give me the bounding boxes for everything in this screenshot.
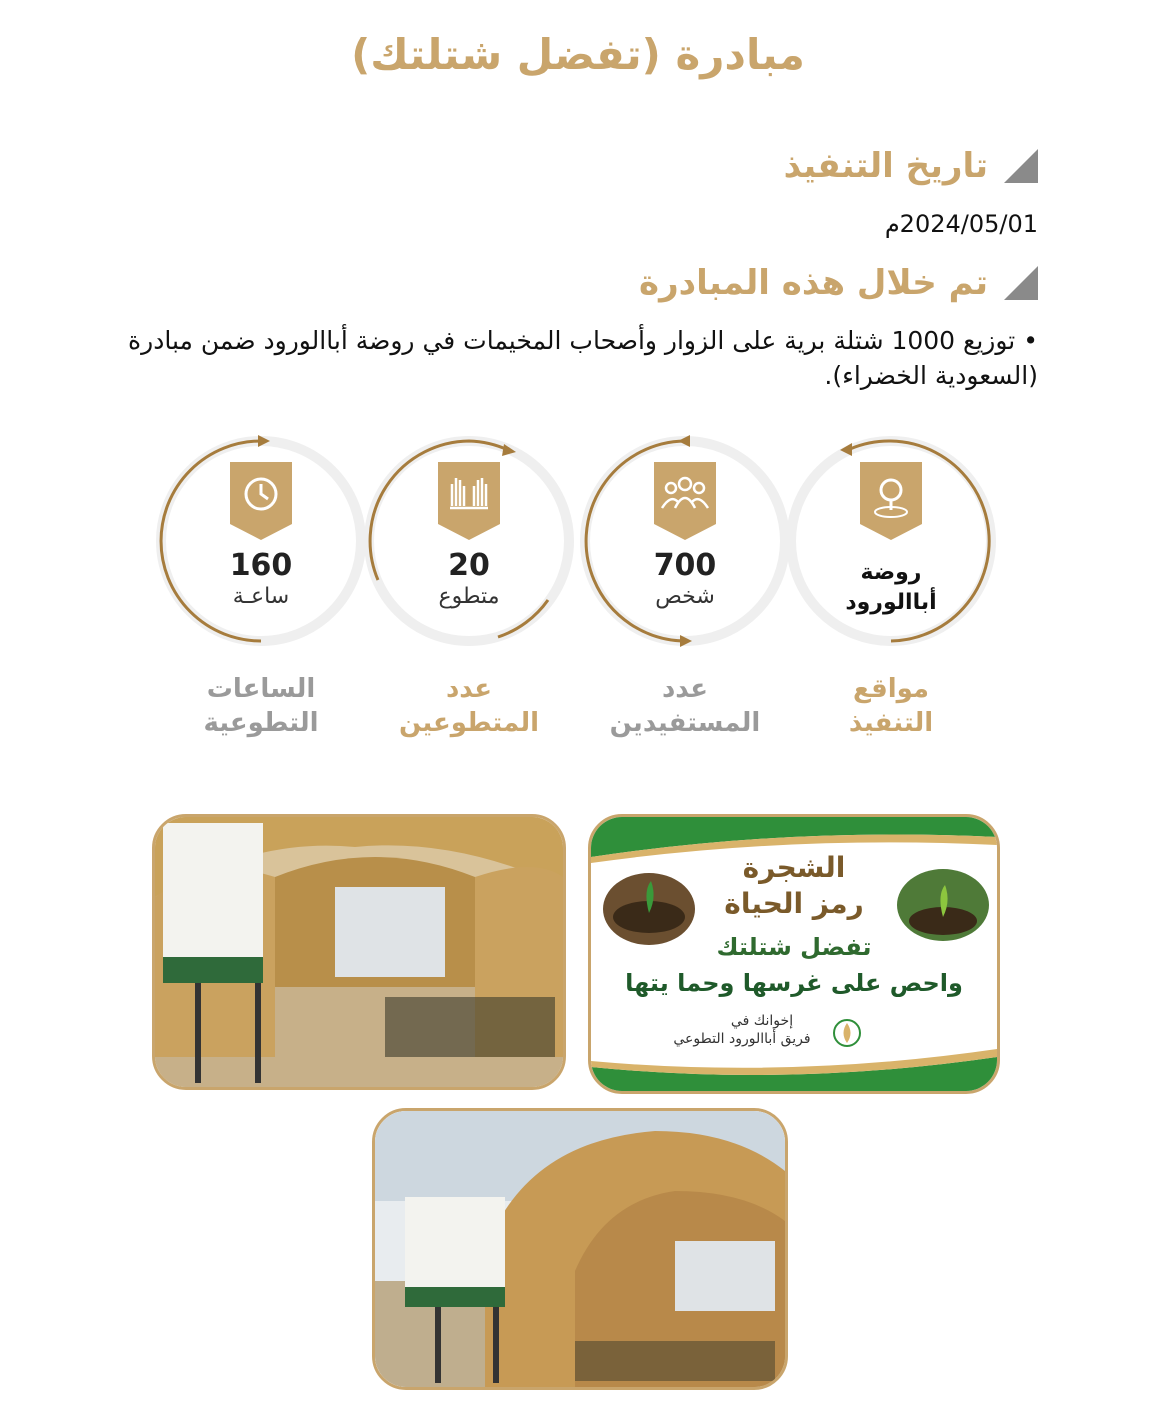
stat-hours-caption <box>150 672 372 740</box>
poster-line5: إخوانك في <box>730 1013 794 1029</box>
stat-beneficiaries-value: 700 <box>653 548 717 583</box>
stat-location <box>780 430 1002 660</box>
initiative-section-heading <box>639 263 1038 303</box>
stat-hours-unit: ساعـة <box>232 584 290 609</box>
stat-hours-value: 160 <box>229 548 293 583</box>
date-heading-text: تاريخ التنفيذ <box>783 146 988 186</box>
location-pin-icon <box>860 462 922 540</box>
people-group-icon <box>654 462 716 540</box>
stat-volunteers <box>358 430 580 660</box>
poster-line2: رمز الحياة <box>724 887 864 920</box>
initiative-bullet <box>108 323 1038 393</box>
location-line1: روضة <box>860 560 922 585</box>
caption-line2: المستفيدين <box>609 708 761 738</box>
stat-volunteers-caption <box>358 672 580 740</box>
initiative-heading-text: تم خلال هذه المبادرة <box>639 263 988 303</box>
stat-volunteers-unit: متطوع <box>438 584 500 609</box>
stat-location-caption <box>780 672 1002 740</box>
stat-beneficiaries-unit: شخص <box>655 584 715 609</box>
poster-line1: الشجرة <box>742 851 846 884</box>
caption-line1: عدد <box>445 674 493 704</box>
stat-location-value <box>780 558 1002 618</box>
tent-photo-1 <box>152 814 566 1090</box>
stat-hours <box>150 430 372 660</box>
tent-scene <box>155 817 563 1087</box>
poster-line4: واحص على غرسها وحما يتها <box>625 969 963 997</box>
triangle-marker-icon <box>1004 149 1038 183</box>
raised-hands-icon <box>438 462 500 540</box>
triangle-marker-icon <box>1004 266 1038 300</box>
poster-line3: تفضل شتلتك <box>716 933 872 961</box>
bullet-text: توزيع 1000 شتلة برية على الزوار وأصحاب المخيمات في روضة أباالورود ضمن مبادرة (السعودية الخضراء). <box>128 326 1038 390</box>
poster-image <box>588 814 1000 1094</box>
page-title: مبادرة (تفضل شتلتك) <box>351 30 805 79</box>
tent-photo-2 <box>372 1108 788 1390</box>
stat-volunteers-value: 20 <box>448 548 490 583</box>
caption-line2: المتطوعين <box>398 708 540 738</box>
caption-line2: التنفيذ <box>848 708 934 738</box>
clock-icon <box>230 462 292 540</box>
stat-beneficiaries <box>574 430 796 660</box>
caption-line1: عدد <box>661 674 709 704</box>
poster-line6: فريق أباالورود التطوعي <box>673 1031 811 1047</box>
date-section-heading <box>784 146 1038 186</box>
date-value: 2024/05/01م <box>884 210 1038 238</box>
caption-line1: الساعات <box>206 674 316 704</box>
stat-beneficiaries-caption <box>574 672 796 740</box>
location-line2: أباالورود <box>845 590 937 615</box>
caption-line1: مواقع <box>852 674 930 704</box>
caption-line2: التطوعية <box>203 708 319 738</box>
bullet-dot: • <box>1023 326 1038 355</box>
tent-scene <box>375 1111 785 1387</box>
